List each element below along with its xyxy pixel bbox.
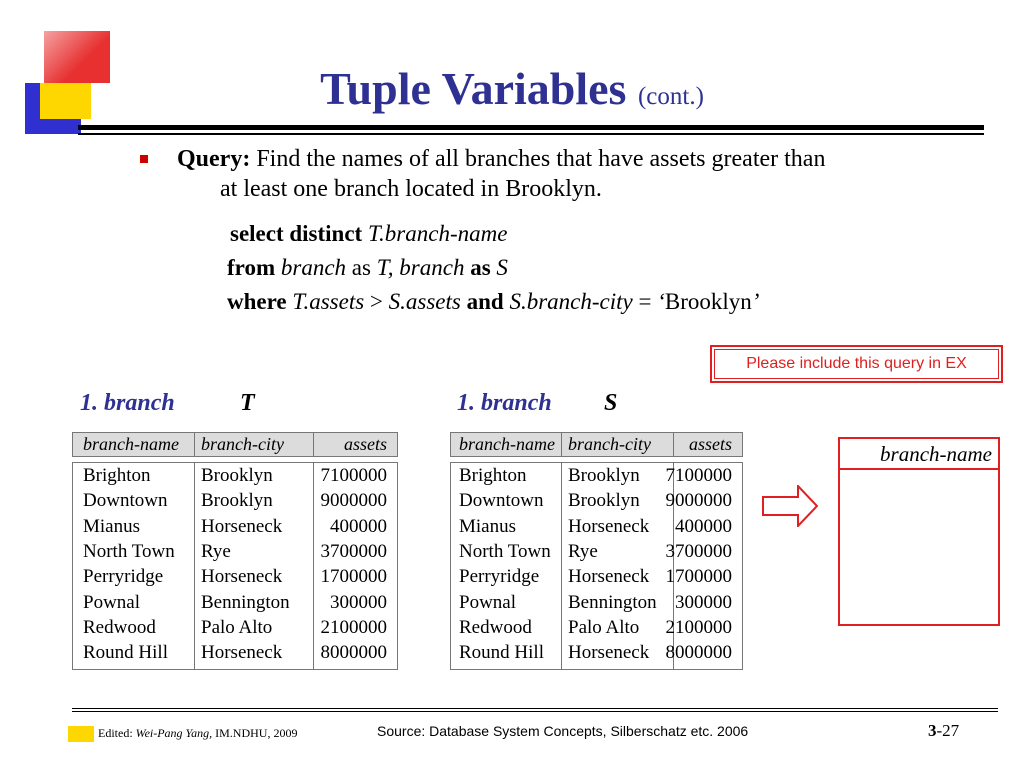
sql-from-alias: T, branch (370, 255, 465, 280)
left-table-alias: T (240, 390, 255, 416)
table-cell: Redwood (459, 616, 532, 638)
query-line-1: Find the names of all branches that have assets greater than (250, 146, 826, 172)
table-cell: Downtown (459, 490, 544, 512)
table-cell: Horseneck (201, 642, 283, 664)
table-cell: Horseneck (568, 642, 650, 664)
result-header: branch-name (840, 439, 998, 470)
table-cell: Palo Alto (201, 616, 273, 638)
table-cell: Brooklyn (201, 465, 273, 486)
column-divider (561, 433, 562, 456)
footer-rule-2 (72, 711, 998, 712)
right-table-caption: 1. branch (457, 390, 552, 416)
table-cell: Mianus (83, 515, 140, 537)
table-body (450, 462, 743, 670)
column-header: branch-name (83, 434, 179, 454)
title-rule-thick (78, 125, 984, 130)
footer-affiliation: IM.NDHU, 2009 (212, 726, 298, 740)
sql-keyword-and: and (460, 289, 504, 314)
column-header: assets (343, 434, 387, 454)
table-cell: 1700000 (665, 566, 732, 588)
table-cell: Pownal (459, 591, 516, 613)
column-divider (194, 463, 195, 669)
sql-quote-close: ’ (751, 289, 760, 314)
column-divider (313, 463, 314, 669)
branch-table-t (72, 432, 398, 670)
sql-gt: > (364, 289, 389, 314)
sql-keyword-from: from (227, 255, 276, 280)
table-cell: 7100000 (320, 465, 387, 486)
column-header: assets (688, 434, 732, 454)
table-cell: 2100000 (320, 616, 387, 638)
table-cell: Brighton (83, 465, 151, 486)
table-cell: Bennington (201, 591, 290, 613)
column-divider (194, 433, 195, 456)
table-cell: 3700000 (665, 540, 732, 562)
table-cell: Horseneck (568, 515, 650, 537)
sql-from-line (227, 251, 508, 285)
table-cell: Horseneck (201, 515, 283, 537)
sql-as-1: as (346, 255, 371, 280)
sql-where-line (227, 285, 759, 319)
table-cell: Round Hill (459, 642, 544, 664)
table-cell: 400000 (675, 515, 732, 537)
table-cell: 400000 (330, 515, 387, 537)
sql-select-line (230, 217, 507, 251)
title-text: Tuple Variables (320, 63, 627, 114)
query-label: Query: (177, 146, 251, 172)
footer-edited-label: Edited: (98, 726, 136, 740)
left-table-caption: 1. branch (80, 390, 175, 416)
table-body (72, 462, 398, 670)
sql-quote-open: ‘ (657, 289, 665, 314)
slide-title (0, 62, 1024, 115)
sql-eq: = (632, 289, 658, 314)
page-index: -27 (936, 721, 960, 740)
sql-keyword-where: where (227, 289, 287, 314)
footer-yellow-square (68, 726, 94, 742)
table-cell: Redwood (83, 616, 156, 638)
column-divider (313, 433, 314, 456)
page-chapter: 3 (928, 721, 937, 740)
exam-note-box (710, 345, 1003, 383)
table-cell: Horseneck (568, 566, 650, 588)
bullet-marker (140, 155, 148, 163)
column-header: branch-name (459, 434, 555, 454)
sql-select-target: T.branch-name (362, 221, 508, 246)
sql-keyword-select: select distinct (230, 221, 363, 246)
table-cell: Mianus (459, 515, 516, 537)
sql-cond-left: T.assets (286, 289, 365, 314)
column-header: branch-city (568, 434, 651, 454)
query-text (177, 144, 977, 204)
table-cell: 9000000 (320, 490, 387, 512)
table-cell: 300000 (330, 591, 387, 613)
footer-author: Wei-Pang Yang, (135, 726, 213, 740)
right-arrow-icon (762, 485, 818, 527)
sql-from-relation: branch (275, 255, 347, 280)
table-cell: Rye (201, 540, 231, 562)
table-cell: Downtown (83, 490, 168, 512)
branch-table-s (450, 432, 743, 670)
table-cell: 7100000 (665, 465, 732, 486)
sql-cond-2: S.branch-city (503, 289, 633, 314)
column-header: branch-city (201, 434, 284, 454)
table-cell: North Town (459, 540, 551, 562)
query-line-2: at least one branch located in Brooklyn. (220, 176, 602, 202)
exam-note-text: Please include this query in EX (714, 349, 999, 379)
table-cell: 3700000 (320, 540, 387, 562)
sql-keyword-as: as (464, 255, 491, 280)
table-cell: Perryridge (459, 566, 540, 588)
table-cell: 9000000 (665, 490, 732, 512)
footer-source: Source: Database System Concepts, Silberschatz etc. 2006 (377, 723, 749, 739)
table-cell: Palo Alto (568, 616, 640, 638)
table-cell: 1700000 (320, 566, 387, 588)
column-divider (561, 463, 562, 669)
table-cell: 300000 (675, 591, 732, 613)
table-cell: 2100000 (665, 616, 732, 638)
table-cell: Horseneck (201, 566, 283, 588)
sql-literal: Brooklyn (664, 289, 752, 314)
table-cell: Pownal (83, 591, 140, 613)
table-header (72, 432, 398, 457)
table-header (450, 432, 743, 457)
sql-cond-right: S.assets (388, 289, 461, 314)
footer-edited (98, 726, 297, 741)
sql-alias-s: S (490, 255, 508, 280)
result-table (838, 437, 1000, 626)
table-cell: 8000000 (665, 642, 732, 664)
table-cell: 8000000 (320, 642, 387, 664)
table-cell: Bennington (568, 591, 657, 613)
footer-rule-1 (72, 708, 998, 709)
table-cell: Rye (568, 540, 598, 562)
table-cell: Round Hill (83, 642, 168, 664)
table-cell: Brooklyn (568, 465, 640, 486)
table-cell: Perryridge (83, 566, 164, 588)
table-cell: Brooklyn (201, 490, 273, 512)
page-number (928, 721, 959, 741)
right-table-alias: S (604, 390, 618, 416)
column-divider (673, 433, 674, 456)
table-cell: Brighton (459, 465, 527, 486)
table-cell: North Town (83, 540, 175, 562)
title-suffix: (cont.) (637, 83, 704, 110)
title-rule-thin (78, 133, 984, 135)
table-cell: Brooklyn (568, 490, 640, 512)
